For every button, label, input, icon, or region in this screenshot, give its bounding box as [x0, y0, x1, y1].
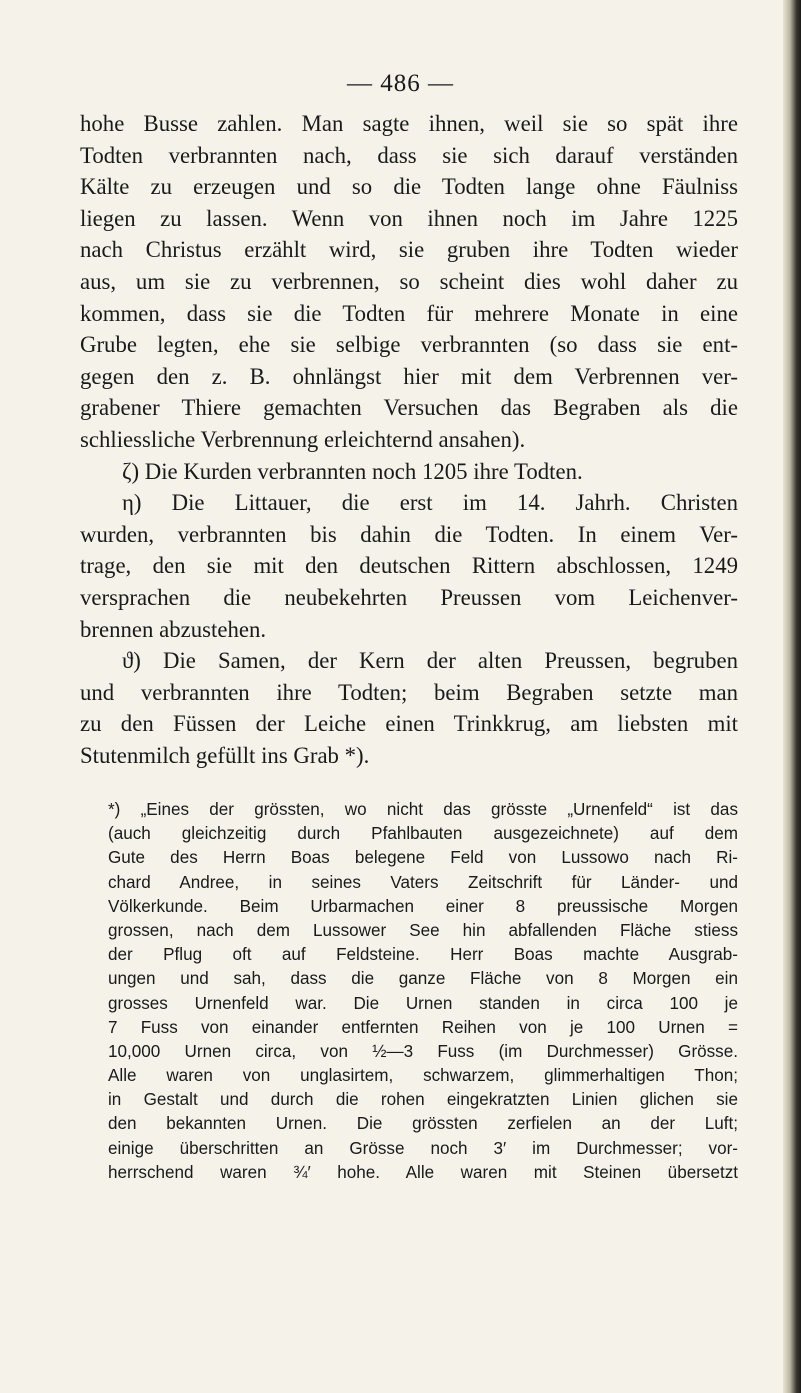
- page-edge-shadow: [783, 0, 801, 1393]
- text-line: hohe Busse zahlen. Man sagte ihnen, weil sie so spät ihre: [80, 111, 738, 136]
- text-line: ϑ) Die Samen, der Kern der alten Preussen, begruben: [122, 648, 738, 674]
- footnote-line: Alle waren von unglasirtem, schwarzem, glimmerhaltigen Thon;: [108, 1066, 738, 1086]
- footnote-line: grosses Urnenfeld war. Die Urnen standen in circa 100 je: [108, 993, 738, 1013]
- text-line: und verbrannten ihre Todten; beim Begraben setzte man: [80, 679, 738, 705]
- footnote-line: chard Andree, in seines Vaters Zeitschrift für Länder- und: [108, 872, 738, 892]
- footnote-line: den bekannten Urnen. Die grössten zerfielen an der Luft;: [108, 1114, 738, 1134]
- text-line: ζ) Die Kurden verbrannten noch 1205 ihre Todten.: [122, 458, 583, 484]
- text-line: grabener Thiere gemachten Versuchen das Begraben als die: [80, 395, 738, 421]
- text-line: Todten verbrannten nach, dass sie sich darauf verständen: [80, 142, 738, 168]
- footnote-line: ungen und sah, dass die ganze Fläche von 8 Morgen ein: [108, 969, 738, 989]
- text-line: kommen, dass sie die Todten für mehrere Monate in eine: [80, 300, 738, 326]
- text-line: Grube legten, ehe sie selbige verbrannten (so dass sie ent-: [80, 332, 738, 358]
- text-line: liegen zu lassen. Wenn von ihnen noch im Jahre 1225: [80, 205, 738, 231]
- text-line: aus, um sie zu verbrennen, so scheint dies wohl daher zu: [80, 268, 738, 294]
- text-line: brennen abzustehen.: [80, 616, 267, 642]
- footnote-line: *) „Eines der grössten, wo nicht das grösste „Urnenfeld“ ist das: [108, 800, 738, 819]
- footnote: [80, 798, 738, 1185]
- text-line: trage, den sie mit den deutschen Rittern abschlossen, 1249: [80, 553, 738, 579]
- text-line: Kälte zu erzeugen und so die Todten lange ohne Fäulniss: [80, 174, 738, 200]
- text-line: η) Die Littauer, die erst im 14. Jahrh. Christen: [122, 490, 738, 516]
- text-line: gegen den z. B. ohnlängst hier mit dem Verbrennen ver-: [80, 363, 738, 389]
- text-line: zu den Füssen der Leiche einen Trinkkrug, am liebsten mit: [80, 711, 738, 737]
- footnote-line: 7 Fuss von einander entfernten Reihen von je 100 Urnen =: [108, 1017, 738, 1037]
- footnote-line: der Pflug oft auf Feldsteine. Herr Boas machte Ausgrab-: [108, 945, 738, 965]
- main-text: [80, 108, 738, 771]
- footnote-line: Völkerkunde. Beim Urbarmachen einer 8 preussische Morgen: [108, 896, 738, 916]
- text-line: Stutenmilch gefüllt ins Grab *).: [80, 742, 370, 768]
- text-line: wurden, verbrannten bis dahin die Todten. In einem Ver-: [80, 521, 738, 547]
- footnote-line: einige überschritten an Grösse noch 3′ im Durchmesser; vor-: [108, 1138, 738, 1158]
- text-line: versprachen die neubekehrten Preussen vom Leichenver-: [80, 584, 738, 610]
- page-number: — 486 —: [347, 70, 454, 97]
- footnote-line: (auch gleichzeitig durch Pfahlbauten ausgezeichnete) auf dem: [108, 824, 738, 844]
- footnote-line: 10,000 Urnen circa, von ½—3 Fuss (im Durchmesser) Grösse.: [108, 1041, 738, 1061]
- text-line: schliessliche Verbrennung erleichternd ansahen).: [80, 426, 526, 452]
- footnote-line: herrschend waren ¾′ hohe. Alle waren mit Steinen übersetzt: [108, 1162, 738, 1182]
- footnote-line: in Gestalt und durch die rohen eingekratzten Linien glichen sie: [108, 1090, 738, 1110]
- text-line: nach Christus erzählt wird, sie gruben ihre Todten wieder: [80, 237, 738, 263]
- footnote-line: grossen, nach dem Lussower See hin abfallenden Fläche stiess: [108, 920, 738, 940]
- footnote-line: Gute des Herrn Boas belegene Feld von Lussowo nach Ri-: [108, 848, 738, 868]
